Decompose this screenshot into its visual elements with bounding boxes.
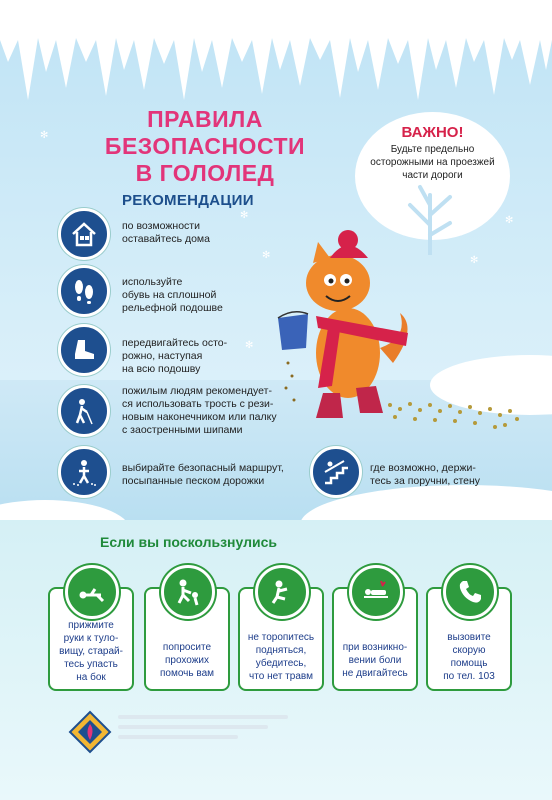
card-text <box>146 641 228 680</box>
slip-card <box>48 565 134 690</box>
tip-line: по возможности <box>122 220 200 232</box>
tip-line: рельефной подошве <box>122 302 223 314</box>
card-line: прохожих <box>164 655 210 666</box>
tip-line: тесь за поручни, стену <box>370 475 481 487</box>
card-text <box>50 619 132 684</box>
snowflake-icon: ✻ <box>40 130 49 141</box>
tip-line: на всю подошву <box>122 363 201 375</box>
tip-text <box>122 385 277 437</box>
snowflake-icon: ✻ <box>470 255 479 266</box>
tip-line: пожилым людям рекомендует- <box>122 385 272 397</box>
tip-line: ся использовать трость с рези- <box>122 398 274 410</box>
lie-still-icon <box>349 565 403 619</box>
ask-help-icon <box>161 565 215 619</box>
snowflake-icon: ✻ <box>450 390 459 401</box>
sanded-path-icon <box>58 446 110 498</box>
snowflake-icon: ✻ <box>505 215 514 226</box>
card-line: по тел. 103 <box>443 671 495 682</box>
card-text <box>240 631 322 683</box>
house-icon <box>58 208 110 260</box>
snowflake-icon: ✻ <box>240 210 249 221</box>
important-heading: ВАЖНО! <box>401 124 464 141</box>
tip-line: посыпанные песком дорожки <box>122 475 265 487</box>
tip-text <box>122 276 223 315</box>
card-line: вызовите <box>447 632 491 643</box>
card-line: не двигайтесь <box>342 668 408 679</box>
tip-line: оставайтесь дома <box>122 233 210 245</box>
boot-icon <box>58 324 110 376</box>
recommendations-heading: РЕКОМЕНДАЦИИ <box>122 192 254 209</box>
tip-text <box>122 337 227 376</box>
card-line: руки к туло- <box>63 633 119 644</box>
tip-line: новым наконечником или палку <box>122 411 277 423</box>
phone-icon <box>443 565 497 619</box>
important-line: Будьте предельно <box>390 144 475 155</box>
card-line: помочь вам <box>159 668 215 679</box>
card-line: попросите <box>162 642 212 653</box>
tip-line: где возможно, держи- <box>370 462 476 474</box>
slip-card <box>332 565 418 690</box>
card-line: тесь упасть <box>64 659 118 670</box>
cane-walker-icon <box>58 385 110 437</box>
card-line: прижмите <box>68 620 114 631</box>
slip-card <box>238 565 324 690</box>
emergency-emblem-icon <box>68 710 112 754</box>
card-line: скорую <box>452 645 486 656</box>
important-line: части дороги <box>402 170 463 181</box>
slip-heading: Если вы поскользнулись <box>100 534 278 550</box>
card-text <box>334 641 416 680</box>
footprints-icon <box>58 265 110 317</box>
stairs-handrail-icon <box>310 446 362 498</box>
sand-path <box>385 395 525 435</box>
card-line: убедитесь, <box>255 658 307 669</box>
important-line: осторожными на проезжей <box>370 157 495 168</box>
card-line: вении боли <box>348 655 402 666</box>
tip-text <box>122 220 210 246</box>
tip-line: передвигайтесь осто- <box>122 337 228 349</box>
poster-title <box>95 106 315 187</box>
title-line: БЕЗОПАСНОСТИ <box>104 133 306 159</box>
title-line: В ГОЛОЛЕД <box>135 160 275 186</box>
tip-text <box>370 462 480 488</box>
slip-card <box>144 565 230 690</box>
card-line: вищу, старай- <box>59 646 123 657</box>
tip-line: обувь на сплошной <box>122 289 217 301</box>
slip-card <box>426 565 512 690</box>
tip-line: с заостренными шипами <box>122 424 243 436</box>
snowflake-icon: ✻ <box>245 340 254 351</box>
card-line: помощь <box>450 658 488 669</box>
faint-footer-text <box>118 715 298 745</box>
title-line: ПРАВИЛА <box>147 106 263 132</box>
card-line: что нет травм <box>249 671 313 682</box>
tip-line: используйте <box>122 276 183 288</box>
card-line: не торопитесь <box>247 632 315 643</box>
icicles-decoration <box>0 0 552 120</box>
card-line: при возникно- <box>342 642 408 653</box>
snowflake-icon: ✻ <box>262 250 271 261</box>
card-line: подняться, <box>255 645 307 656</box>
tip-line: рожно, наступая <box>122 350 203 362</box>
tip-line: выбирайте безопасный маршрут, <box>122 462 284 474</box>
fall-on-side-icon <box>65 565 119 619</box>
check-injury-icon <box>255 565 309 619</box>
tip-text <box>122 462 284 488</box>
card-line: на бок <box>76 672 106 683</box>
card-text <box>428 631 510 683</box>
